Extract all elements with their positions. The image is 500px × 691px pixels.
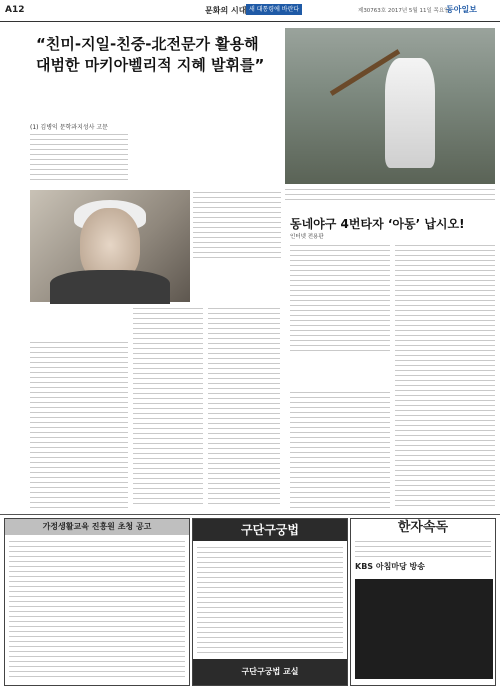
page-header: [0, 0, 500, 22]
article2-title: 동네야구 4번타자 ‘아동’ 납시오!: [290, 217, 465, 231]
advertisement-2: [192, 518, 348, 686]
ad1-title: 가정생활교육 진흥원 초청 공고: [5, 519, 189, 535]
baseball-photo-caption: [285, 187, 495, 201]
article2-col-1-lower: [290, 390, 390, 508]
section-name: 문화의 시대: [205, 6, 247, 15]
ad2-body: [197, 545, 343, 653]
ad3-title: 한자속독: [351, 519, 495, 537]
article2-col-2: [395, 243, 495, 508]
article-byline: (1) 김병익 문학과지성사 고문: [30, 124, 108, 131]
ad2-bottom-banner: 구단구궁법 교실: [193, 659, 347, 685]
portrait-body: [50, 270, 170, 304]
section-tag: 새 대통령에 바란다: [246, 4, 302, 15]
advertisement-3: [350, 518, 496, 686]
article-intro-text: [30, 132, 128, 184]
article2-byline: 인터넷 전용판: [290, 234, 324, 240]
headline-line-1: “친미-지일-친중-北전문가 활용해: [36, 35, 259, 53]
article-body-col-2: [133, 306, 203, 508]
baseball-player: [385, 58, 435, 168]
issue-date: 제30763호 2017년 5월 11일 목요일: [358, 8, 450, 14]
page-number: A12: [5, 5, 25, 15]
ad3-subtext: [355, 539, 491, 557]
article2-col-1: [290, 243, 390, 355]
photo-caption: [193, 190, 281, 260]
ad3-subtitle: KBS 아침마당 방송: [355, 562, 425, 571]
advertisement-1: [4, 518, 190, 686]
portrait-photo: [30, 190, 190, 302]
ad2-title: 구단구궁법: [193, 519, 347, 541]
headline-line-2: 대범한 마키아벨리적 지혜 발휘를”: [36, 56, 265, 74]
ad3-info-box: [355, 579, 493, 679]
article-headline: [36, 34, 276, 76]
article-body-col-1: [30, 340, 128, 508]
ad1-body: [9, 539, 185, 679]
newspaper-logo: 동아일보: [446, 5, 477, 14]
baseball-photo: [285, 28, 495, 184]
article-body-col-3: [208, 306, 280, 508]
